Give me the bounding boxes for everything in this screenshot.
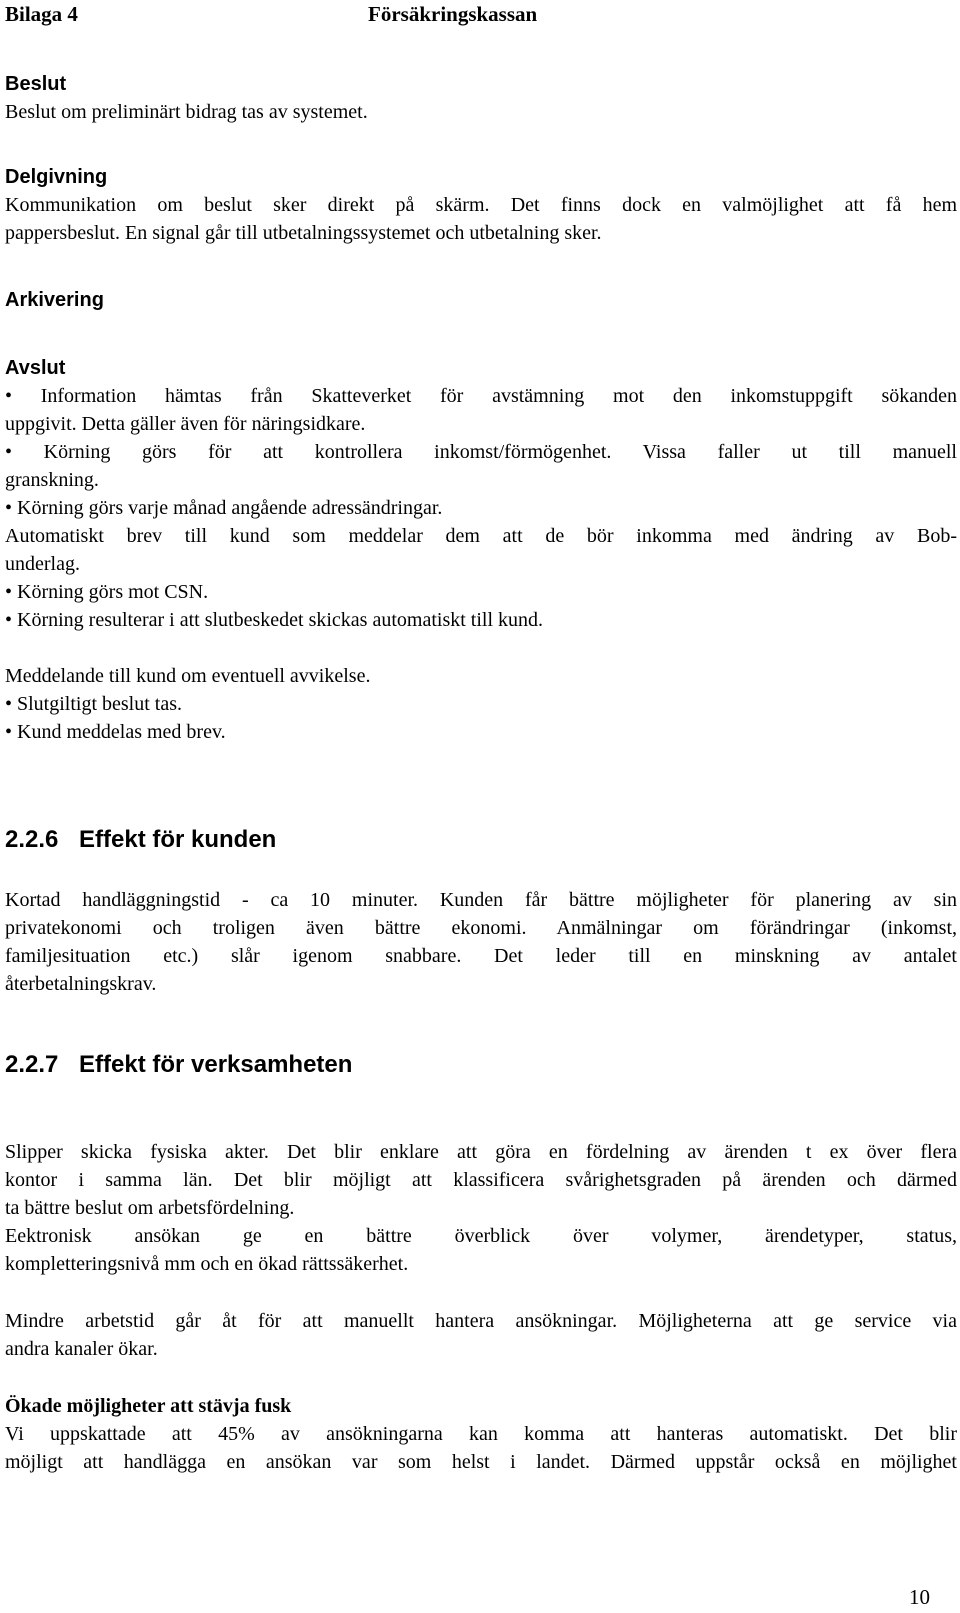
avslut-heading: Avslut bbox=[5, 357, 66, 379]
section-226-line: privatekonomi och troligen även bättre ekonomi. Anmälningar om förändringar (inkomst, bbox=[5, 917, 957, 939]
section-226-line: familjesituation etc.) slår igenom snabbare. Det leder till en minskning av antalet bbox=[5, 945, 957, 967]
avslut-line: granskning. bbox=[5, 469, 99, 491]
avslut-line: • Slutgiltigt beslut tas. bbox=[5, 693, 183, 715]
avslut-line: Automatiskt brev till kund som meddelar dem att de bör inkomma med ändring av Bob- bbox=[5, 525, 957, 547]
avslut-line: • Kund meddelas med brev. bbox=[5, 721, 226, 743]
avslut-line: uppgivit. Detta gäller även för näringsidkare. bbox=[5, 413, 366, 435]
section-226-number: 2.2.6 bbox=[5, 826, 59, 853]
header-appendix-label: Bilaga 4 bbox=[5, 2, 78, 26]
section-227-heading bbox=[5, 1051, 352, 1079]
section-226-title: Effekt för kunden bbox=[79, 826, 277, 853]
section-227-line: kontor i samma län. Det blir möjligt att klassificera svårighetsgraden på ärenden och därmed bbox=[5, 1169, 957, 1191]
section-226-body bbox=[5, 886, 957, 998]
avslut-line: • Körning görs varje månad angående adressändringar. bbox=[5, 497, 443, 519]
delgivning-line: pappersbeslut. En signal går till utbetalningssystemet och utbetalning sker. bbox=[5, 222, 602, 244]
section-227-para2 bbox=[5, 1307, 957, 1363]
avslut-line: • Körning görs mot CSN. bbox=[5, 581, 209, 603]
section-227-title: Effekt för verksamheten bbox=[79, 1051, 353, 1078]
section-227-line: Slipper skicka fysiska akter. Det blir enklare att göra en fördelning av ärenden t ex över flera bbox=[5, 1141, 957, 1163]
delgivning-line: Kommunikation om beslut sker direkt på skärm. Det finns dock en valmöjlighet att få hem bbox=[5, 194, 957, 216]
section-227-para1 bbox=[5, 1138, 957, 1278]
section-227-line: Eektronisk ansökan ge en bättre överblick över volymer, ärendetyper, status, bbox=[5, 1225, 957, 1247]
fusk-heading: Ökade möjligheter att stävja fusk bbox=[5, 1395, 292, 1417]
section-fusk bbox=[5, 1392, 957, 1476]
section-delgivning bbox=[5, 163, 957, 247]
beslut-heading: Beslut bbox=[5, 73, 67, 95]
section-226-line: Kortad handläggningstid - ca 10 minuter. Kunden får bättre möjligheter för planering av sin bbox=[5, 889, 957, 911]
section-227-number: 2.2.7 bbox=[5, 1051, 59, 1078]
section-arkivering bbox=[5, 286, 957, 314]
section-227-line: ta bättre beslut om arbetsfördelning. bbox=[5, 1197, 295, 1219]
beslut-text: Beslut om preliminärt bidrag tas av systemet. bbox=[5, 101, 368, 123]
avslut-line: underlag. bbox=[5, 553, 80, 575]
section-227-line: kompletteringsnivå mm och en ökad rättssäkerhet. bbox=[5, 1253, 409, 1275]
avslut-line: • Körning resulterar i att slutbeskedet skickas automatiskt till kund. bbox=[5, 609, 544, 631]
section-226-heading bbox=[5, 826, 276, 854]
section-avslut-cont bbox=[5, 662, 957, 746]
arkivering-heading: Arkivering bbox=[5, 289, 104, 311]
fusk-line: Vi uppskattade att 45% av ansökningarna kan komma att hanteras automatiskt. Det blir bbox=[5, 1423, 957, 1445]
avslut-line: • Information hämtas från Skatteverket för avstämning mot den inkomstuppgift sökanden bbox=[5, 385, 957, 407]
delgivning-heading: Delgivning bbox=[5, 166, 108, 188]
avslut-line: • Körning görs för att kontrollera inkomst/förmögenhet. Vissa faller ut till manuell bbox=[5, 441, 957, 463]
avslut-line: Meddelande till kund om eventuell avvikelse. bbox=[5, 665, 371, 687]
header-agency-name: Försäkringskassan bbox=[368, 2, 538, 26]
page-number: 10 bbox=[909, 1585, 930, 1609]
section-226-line: återbetalningskrav. bbox=[5, 973, 157, 995]
section-227-line: andra kanaler ökar. bbox=[5, 1338, 158, 1360]
section-227-line: Mindre arbetstid går åt för att manuellt hantera ansökningar. Möjligheterna att ge service via bbox=[5, 1310, 957, 1332]
section-beslut bbox=[5, 70, 957, 126]
fusk-line: möjligt att handlägga en ansökan var som helst i landet. Därmed uppstår också en möjlighet bbox=[5, 1451, 957, 1473]
section-avslut bbox=[5, 354, 957, 634]
